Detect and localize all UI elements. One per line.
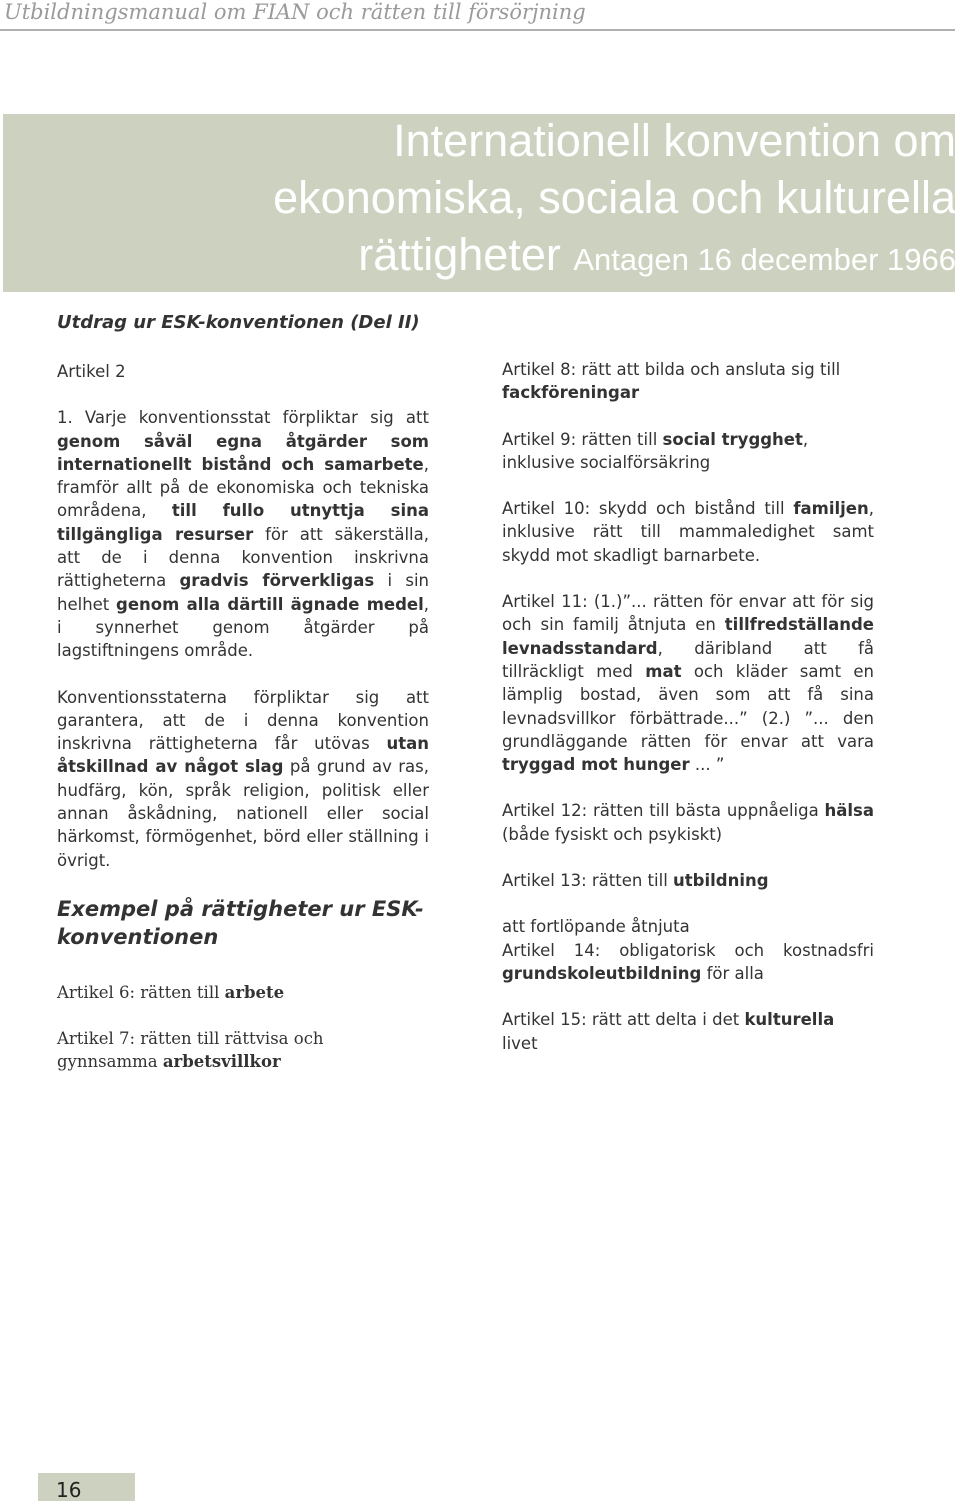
article-2-label: Artikel 2 (57, 362, 126, 381)
p1-text-a: 1. Varje konventionsstat förpliktar sig att (57, 408, 429, 428)
art7-bold: arbetsvillkor (162, 1051, 281, 1071)
art13-bold: utbildning (673, 871, 769, 891)
art13-text: Artikel 13: rätten till (502, 871, 674, 891)
art10-text-a: Artikel 10: skydd och bistånd till (502, 499, 794, 519)
article-10-item (502, 497, 874, 567)
article-9-item (502, 428, 874, 475)
art8-text: Artikel 8: rätt att bilda och ansluta sig till (502, 360, 841, 379)
art11-text-e: ... ” (689, 755, 725, 775)
article-6-item (57, 981, 429, 1004)
p1-text-f: , i synnerhet genom åtgärder på lagstiftningens område. (57, 594, 429, 661)
p2-text-c: på grund av ras, hudfärg, kön, språk religion, politisk eller annan åskådning, nationell eller social härkomst, förmögenhet, börd eller ställning i övrigt. (57, 757, 429, 870)
art9-text-c: , inklusive socialförsäkring (502, 429, 809, 472)
article-15-item (502, 1008, 874, 1055)
art15-text-a: Artikel 15: rätt att delta i det (502, 1010, 745, 1030)
header-divider (0, 29, 955, 31)
p2-text-a: Konventionsstaterna förpliktar sig att garantera, att de i denna konvention inskrivna rättigheterna får utövas (57, 687, 429, 754)
art6-text: Artikel 6: rätten till (57, 982, 225, 1002)
p1-text-c: , framför allt på de ekonomiska och tekniska områdena, (57, 454, 429, 521)
art11-text-a: Artikel 11: (1.)”... rätten för envar att för sig och sin familj åtnjuta en (502, 592, 874, 635)
p2-bold-1: utan åtskillnad av något slag (57, 734, 429, 777)
art11-text-c: , däribland att få tillräckligt med (502, 638, 874, 681)
article-7-item (57, 1027, 429, 1073)
title-line-3-main: rättigheter (358, 229, 561, 280)
art14-text-a: Artikel 14: obligatorisk och kostnadsfri (502, 940, 874, 960)
art12-bold: hälsa (824, 801, 874, 821)
page-number: 16 (56, 1478, 82, 1502)
examples-heading: Exempel på rättigheter ur ESK-konventionen (57, 896, 424, 949)
title-line-3 (56, 226, 956, 288)
art7-text: Artikel 7: rätten till rättvisa och gynnsamma (57, 1028, 324, 1071)
art8-bold: fackföreningar (502, 383, 640, 403)
excerpt-heading: Utdrag ur ESK-konventionen (Del II) (57, 312, 420, 333)
p1-bold-3: gradvis förverkligas (179, 571, 375, 591)
title-line-2: ekonomiska, sociala och kulturella (273, 172, 956, 223)
art6-bold: arbete (224, 982, 285, 1002)
page-number-bar (38, 1473, 135, 1501)
art10-bold: familjen (793, 499, 869, 519)
art9-text-a: Artikel 9: rätten till (502, 429, 663, 449)
article-12-item (502, 799, 874, 846)
art9-bold: social trygghet (662, 429, 803, 449)
running-header: Utbildningsmanual om FIAN och rätten till försörjning (4, 0, 586, 24)
art14-bold: grundskoleutbildning (502, 963, 702, 983)
p1-bold-2: till fullo utnyttja sina tillgängliga resurser (57, 501, 429, 544)
p1-text-e: i sin helhet (57, 571, 429, 614)
art11-bold-1: tillfredställande levnadsstandard (502, 615, 874, 658)
article-8-item (502, 358, 874, 405)
art15-bold: kulturella (744, 1010, 835, 1030)
art15-text-c: livet (502, 1033, 538, 1053)
article-11-item (502, 590, 874, 776)
art11-text-d: och kläder samt en lämplig bostad, även som att få sina levnadsvillkor förbättrade...” (2.) ”... den grundläggande rätten för envar att vara (502, 661, 874, 751)
art11-bold-3: tryggad mot hunger (502, 755, 690, 775)
p1-bold-1: genom såväl egna åtgärder som internationellt bistånd och samarbete (57, 431, 429, 474)
p1-text-d: för att säkerställa, att de i denna konvention inskrivna rättigheterna (57, 524, 429, 591)
left-column (57, 360, 429, 1096)
article-2-paragraph-2 (57, 686, 429, 872)
page-title (56, 112, 956, 288)
article-13-item (502, 869, 874, 892)
art14-text-c: för alla (701, 963, 764, 983)
title-line-1: Internationell konvention om (393, 115, 956, 166)
art11-bold-2: mat (645, 661, 682, 681)
att-fortlopande-line: att fortlöpande åtnjuta (502, 917, 690, 937)
article-2-paragraph-1 (57, 406, 429, 662)
title-subtitle-date: Antagen 16 december 1966 (573, 242, 956, 277)
p1-bold-4: genom alla därtill ägnade medel (116, 594, 424, 614)
right-column (502, 358, 874, 1078)
art10-text-c: , inklusive rätt till mammaledighet samt skydd mot skadligt barnarbete. (502, 499, 874, 565)
art12-text-a: Artikel 12: rätten till bästa uppnåeliga (502, 801, 825, 821)
art12-text-c: (både fysiskt och psykiskt) (502, 824, 723, 844)
article-14-item (502, 939, 874, 986)
